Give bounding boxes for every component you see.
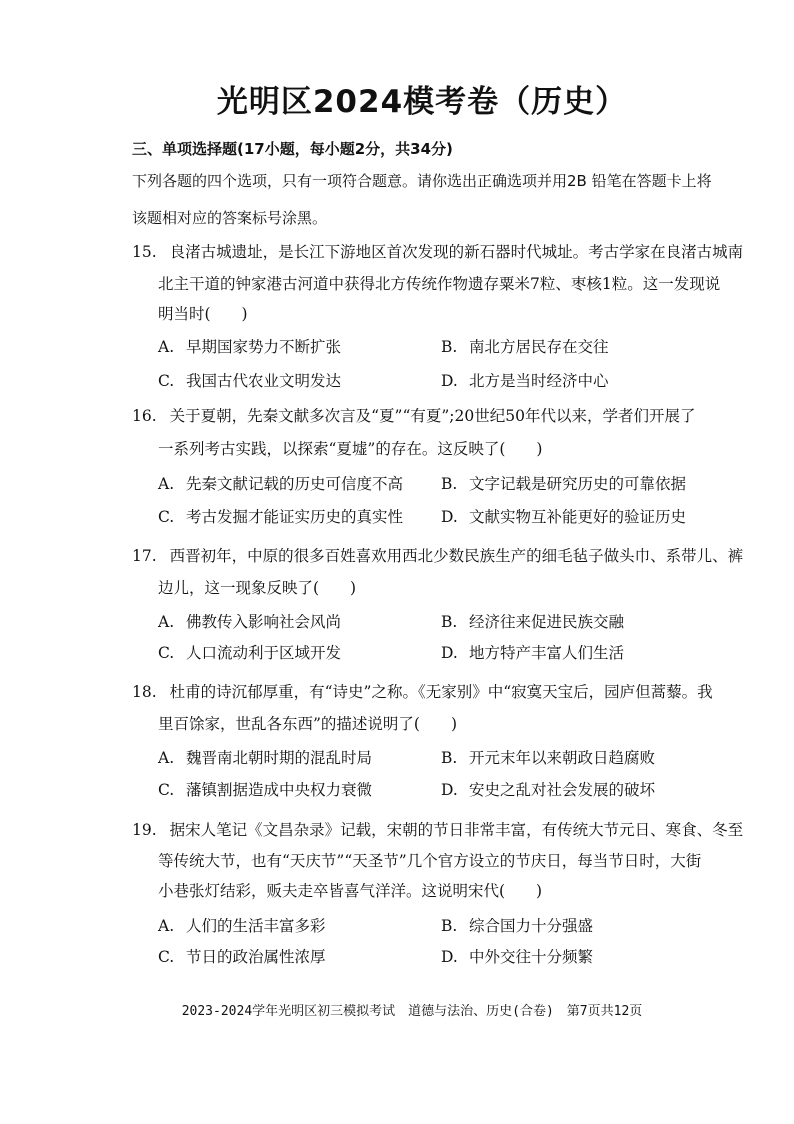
option-a[interactable]: A. 先秦文献记载的历史可信度不高 xyxy=(158,475,404,493)
question-number: 15. xyxy=(132,243,157,261)
question-number: 18. xyxy=(132,683,157,701)
option-b[interactable]: B. 开元末年以来朝政日趋腐败 xyxy=(441,749,656,767)
question-text-line: 杜甫的诗沉郁厚重，有“诗史”之称。《无家别》中“寂寞天宝后，园庐但蒿藜。我 xyxy=(169,683,713,701)
question-text-line: 等传统大节，也有“天庆节”“天圣节”几个官方设立的节庆日，每当节日时，大街 xyxy=(158,852,702,870)
section-heading: 三、单项选择题(17小题，每小题2分，共34分) xyxy=(132,140,453,158)
question-number: 19. xyxy=(132,821,157,839)
option-b[interactable]: B. 文字记载是研究历史的可靠依据 xyxy=(441,475,687,493)
question-text-line: 一系列考古实践，以探索“夏墟”的存在。这反映了( ) xyxy=(158,440,543,458)
question-text-line: 据宋人笔记《文昌杂录》记载，宋朝的节日非常丰富，有传统大节元日、寒食、冬至 xyxy=(169,821,744,839)
question-text-line: 小巷张灯结彩，贩夫走卒皆喜气洋洋。这说明宋代( ) xyxy=(158,882,543,900)
option-d[interactable]: D. 安史之乱对社会发展的破坏 xyxy=(441,781,656,799)
option-b[interactable]: B. 综合国力十分强盛 xyxy=(441,917,594,935)
question-text-line: 明当时( ) xyxy=(158,305,248,323)
option-c[interactable]: C. 藩镇割据造成中央权力衰微 xyxy=(158,781,373,799)
option-b[interactable]: B. 经济往来促进民族交融 xyxy=(441,613,625,631)
option-a[interactable]: A. 魏晋南北朝时期的混乱时局 xyxy=(158,749,373,767)
question-number: 17. xyxy=(132,547,157,565)
option-d[interactable]: D. 地方特产丰富人们生活 xyxy=(441,644,625,662)
option-c[interactable]: C. 节日的政治属性浓厚 xyxy=(158,948,326,966)
question-text-line: 里百馀家，世乱各东西”的描述说明了( ) xyxy=(158,715,458,733)
question-text-line: 西晋初年，中原的很多百姓喜欢用西北少数民族生产的细毛毡子做头巾、系带儿、裤 xyxy=(169,547,744,565)
option-a[interactable]: A. 人们的生活丰富多彩 xyxy=(158,917,326,935)
option-c[interactable]: C. 人口流动利于区域开发 xyxy=(158,644,342,662)
instructions-line-2: 该题相对应的答案标号涂黑。 xyxy=(132,209,328,227)
option-c[interactable]: C. 我国古代农业文明发达 xyxy=(158,372,342,390)
option-b[interactable]: B. 南北方居民存在交往 xyxy=(441,338,609,356)
page-title: 光明区2024模考卷（历史） xyxy=(216,84,628,120)
page-footer: 2023-2024学年光明区初三模拟考试 道德与法治、历史(合卷) 第7页共12页 xyxy=(181,1004,643,1019)
question-text-line: 关于夏朝，先秦文献多次言及“夏”“有夏”;20世纪50年代以来，学者们开展了 xyxy=(169,407,696,425)
option-d[interactable]: D. 北方是当时经济中心 xyxy=(441,372,609,390)
option-c[interactable]: C. 考古发掘才能证实历史的真实性 xyxy=(158,508,404,526)
question-number: 16. xyxy=(132,407,157,425)
instructions-line-1: 下列各题的四个选项，只有一项符合题意。请你选出正确选项并用2B 铅笔在答题卡上将 xyxy=(132,172,712,190)
option-a[interactable]: A. 早期国家势力不断扩张 xyxy=(158,338,342,356)
question-text-line: 边儿，这一现象反映了( ) xyxy=(158,579,357,597)
option-d[interactable]: D. 文献实物互补能更好的验证历史 xyxy=(441,508,687,526)
question-text-line: 良渚古城遗址，是长江下游地区首次发现的新石器时代城址。考古学家在良渚古城南 xyxy=(169,243,744,261)
option-a[interactable]: A. 佛教传入影响社会风尚 xyxy=(158,613,342,631)
question-text-line: 北主干道的钟家港古河道中获得北方传统作物遗存粟米7粒、枣核1粒。这一发现说 xyxy=(158,275,721,293)
option-d[interactable]: D. 中外交往十分频繁 xyxy=(441,948,594,966)
